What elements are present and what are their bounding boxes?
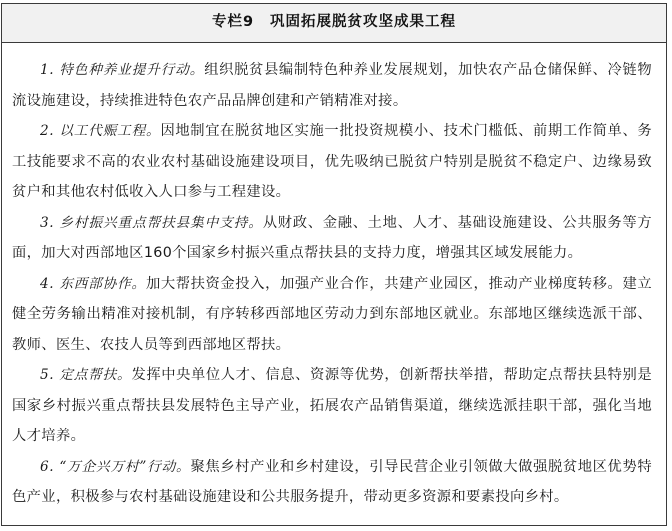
item-lead: 6. “万企兴万村”行动。 xyxy=(40,458,191,475)
item-body: 发挥中央单位人才、信息、资源等优势，创新帮扶举措，帮助定点帮扶县特别是国家乡村振兴重点帮扶县发展特色主导产业，拓展农产品销售渠道，继续选派挂职干部，强化当地人才培养。 xyxy=(12,367,653,444)
item-work-relief xyxy=(12,116,652,208)
item-key-county-support xyxy=(12,208,652,269)
column-number: 专栏9 xyxy=(211,14,255,30)
item-lead: 4. 东西部协作。 xyxy=(40,275,146,292)
column-header xyxy=(2,4,666,43)
column-box xyxy=(1,3,667,526)
item-lead: 2. 以工代赈工程。 xyxy=(40,123,161,139)
item-designated-assistance xyxy=(12,360,652,452)
item-lead: 5. 定点帮扶。 xyxy=(40,367,132,383)
item-body: 因地制宜在脱贫地区实施一批投资规模小、技术门槛低、前期工作简单、务工技能要求不高的农业农村基础设施建设项目，优先吸纳已脱贫户特别是脱贫不稳定户、边缘易致贫户和其他农村低收入人口参与工程建设。 xyxy=(12,123,653,200)
column-title: 巩固拓展脱贫攻坚成果工程 xyxy=(270,14,457,30)
item-list xyxy=(2,43,666,513)
item-enterprises-villages xyxy=(12,452,652,513)
item-lead: 3. 乡村振兴重点帮扶县集中支持。 xyxy=(40,214,263,231)
item-body: 从财政、金融、土地、人才、基础设施建设、公共服务等方面，加大对西部地区160个国家乡村振兴重点帮扶县的支持力度，增强其区域发展能力。 xyxy=(12,214,652,261)
item-body: 加大帮扶资金投入，加强产业合作，共建产业园区，推动产业梯度转移。建立健全劳务输出精准对接机制，有序转移西部地区劳动力到东部地区就业。东部地区继续选派干部、教师、医生、农技人员等到西部地区帮扶。 xyxy=(12,275,652,353)
item-special-farming xyxy=(12,55,652,116)
item-body: 组织脱贫县编制特色种养业发展规划，加快农产品仓储保鲜、冷链物流设施建设，持续推进特色农产品品牌创建和产销精准对接。 xyxy=(12,62,653,109)
item-east-west-cooperation xyxy=(12,269,652,361)
item-lead: 1. 特色种养业提升行动。 xyxy=(40,62,205,78)
item-body: 聚焦乡村产业和乡村建设，引导民营企业引领做大做强脱贫地区优势特色产业，积极参与农村基础设施建设和公共服务提升，带动更多资源和要素投向乡村。 xyxy=(12,458,652,505)
